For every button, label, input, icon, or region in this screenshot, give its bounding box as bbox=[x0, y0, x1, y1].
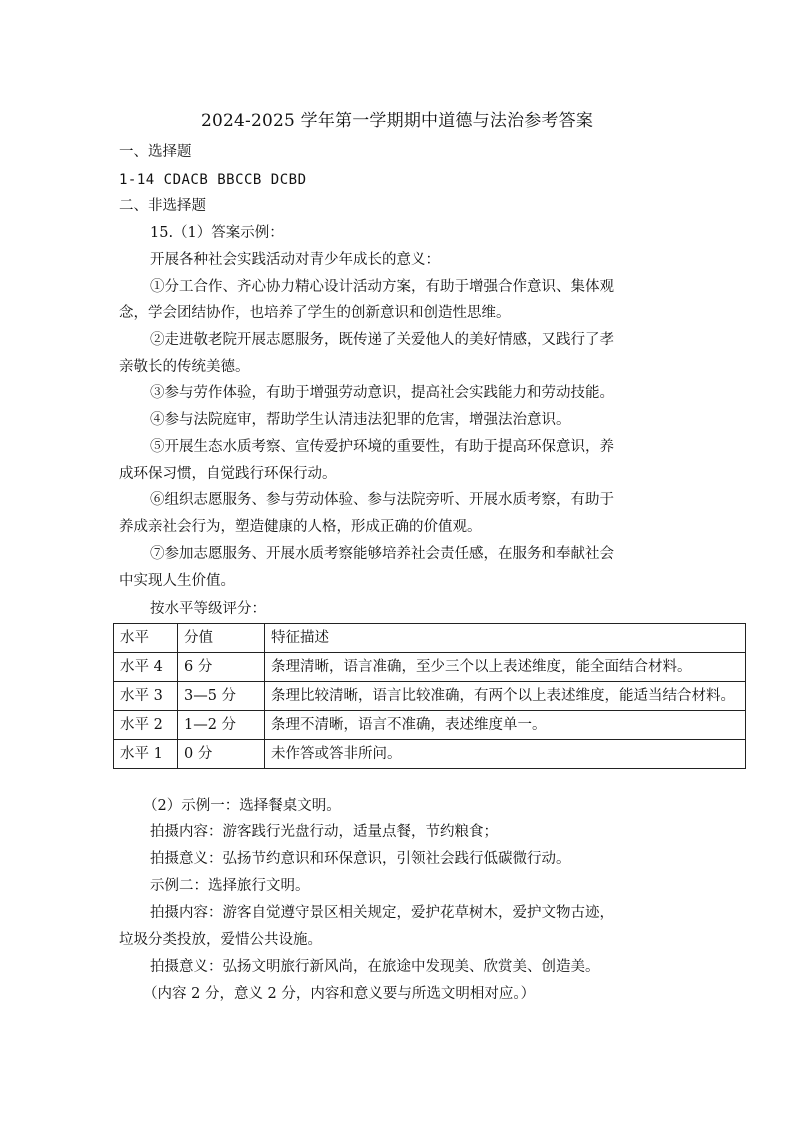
point-7-line-1: ⑦参加志愿服务、开展水质考察能够培养社会责任感，在服务和奉献社会 bbox=[150, 546, 614, 562]
table-header-row bbox=[114, 624, 746, 653]
example-2-content-line-2: 垃圾分类投放，爱惜公共设施。 bbox=[119, 932, 322, 948]
grading-table bbox=[113, 623, 746, 769]
part-2-label: （2）示例一：选择餐桌文明。 bbox=[143, 798, 341, 814]
point-7-line-2: 中实现人生价值。 bbox=[119, 573, 235, 589]
point-3: ③参与劳作体验，有助于增强劳动意识，提高社会实践能力和劳动技能。 bbox=[150, 385, 614, 401]
example-2-content-line-1: 拍摄内容：游客自觉遵守景区相关规定，爱护花草树木，爱护文物古迹， bbox=[150, 905, 614, 921]
scoring-note: （内容 2 分，意义 2 分，内容和意义要与所选文明相对应。） bbox=[143, 986, 536, 1002]
choice-answers: 1-14 CDACB BBCCB DCBD bbox=[119, 172, 307, 188]
table-row bbox=[114, 711, 746, 740]
level-cell: 水平 2 bbox=[114, 711, 178, 740]
section-heading-choice: 一、选择题 bbox=[119, 144, 192, 160]
header-score: 分值 bbox=[178, 624, 265, 653]
point-1-line-1: ①分工合作、齐心协力精心设计活动方案，有助于增强合作意识、集体观 bbox=[150, 279, 614, 295]
question-15-label: 15.（1）答案示例： bbox=[150, 225, 284, 241]
level-cell: 水平 3 bbox=[114, 682, 178, 711]
point-5-line-2: 成环保习惯，自觉践行环保行动。 bbox=[119, 466, 337, 482]
answer-intro: 开展各种社会实践活动对青少年成长的意义： bbox=[150, 252, 440, 268]
score-cell: 0 分 bbox=[178, 740, 265, 769]
score-cell: 3—5 分 bbox=[178, 682, 265, 711]
table-row bbox=[114, 682, 746, 711]
grading-label: 按水平等级评分： bbox=[150, 601, 266, 617]
description-cell: 条理比较清晰，语言比较准确，有两个以上表述维度，能适当结合材料。 bbox=[265, 682, 746, 711]
example-2-meaning: 拍摄意义：弘扬文明旅行新风尚，在旅途中发现美、欣赏美、创造美。 bbox=[150, 959, 600, 975]
point-4: ④参与法院庭审，帮助学生认清违法犯罪的危害，增强法治意识。 bbox=[150, 412, 571, 428]
point-5-line-1: ⑤开展生态水质考察、宣传爱护环境的重要性，有助于提高环保意识，养 bbox=[150, 439, 614, 455]
document-title: 2024-2025 学年第一学期期中道德与法治参考答案 bbox=[200, 111, 594, 131]
point-6-line-2: 养成亲社会行为，塑造健康的人格，形成正确的价值观。 bbox=[119, 519, 482, 535]
description-cell: 条理清晰，语言准确，至少三个以上表述维度，能全面结合材料。 bbox=[265, 653, 746, 682]
section-heading-nonchoice: 二、非选择题 bbox=[119, 198, 206, 214]
level-cell: 水平 4 bbox=[114, 653, 178, 682]
description-cell: 条理不清晰，语言不准确，表述维度单一。 bbox=[265, 711, 746, 740]
level-cell: 水平 1 bbox=[114, 740, 178, 769]
table-row bbox=[114, 740, 746, 769]
point-2-line-2: 亲敬长的传统美德。 bbox=[119, 359, 250, 375]
point-2-line-1: ②走进敬老院开展志愿服务，既传递了关爱他人的美好情感，又践行了孝 bbox=[150, 332, 614, 348]
score-cell: 6 分 bbox=[178, 653, 265, 682]
header-description: 特征描述 bbox=[265, 624, 746, 653]
example-2-label: 示例二：选择旅行文明。 bbox=[150, 878, 310, 894]
point-6-line-1: ⑥组织志愿服务、参与劳动体验、参与法院旁听、开展水质考察，有助于 bbox=[150, 492, 614, 508]
header-level: 水平 bbox=[114, 624, 178, 653]
score-cell: 1—2 分 bbox=[178, 711, 265, 740]
table-row bbox=[114, 653, 746, 682]
example-1-meaning: 拍摄意义：弘扬节约意识和环保意识，引领社会践行低碳微行动。 bbox=[150, 851, 571, 867]
example-1-content: 拍摄内容：游客践行光盘行动，适量点餐，节约粮食； bbox=[150, 824, 498, 840]
point-1-line-2: 念，学会团结协作，也培养了学生的创新意识和创造性思维。 bbox=[119, 305, 511, 321]
description-cell: 未作答或答非所问。 bbox=[265, 740, 746, 769]
